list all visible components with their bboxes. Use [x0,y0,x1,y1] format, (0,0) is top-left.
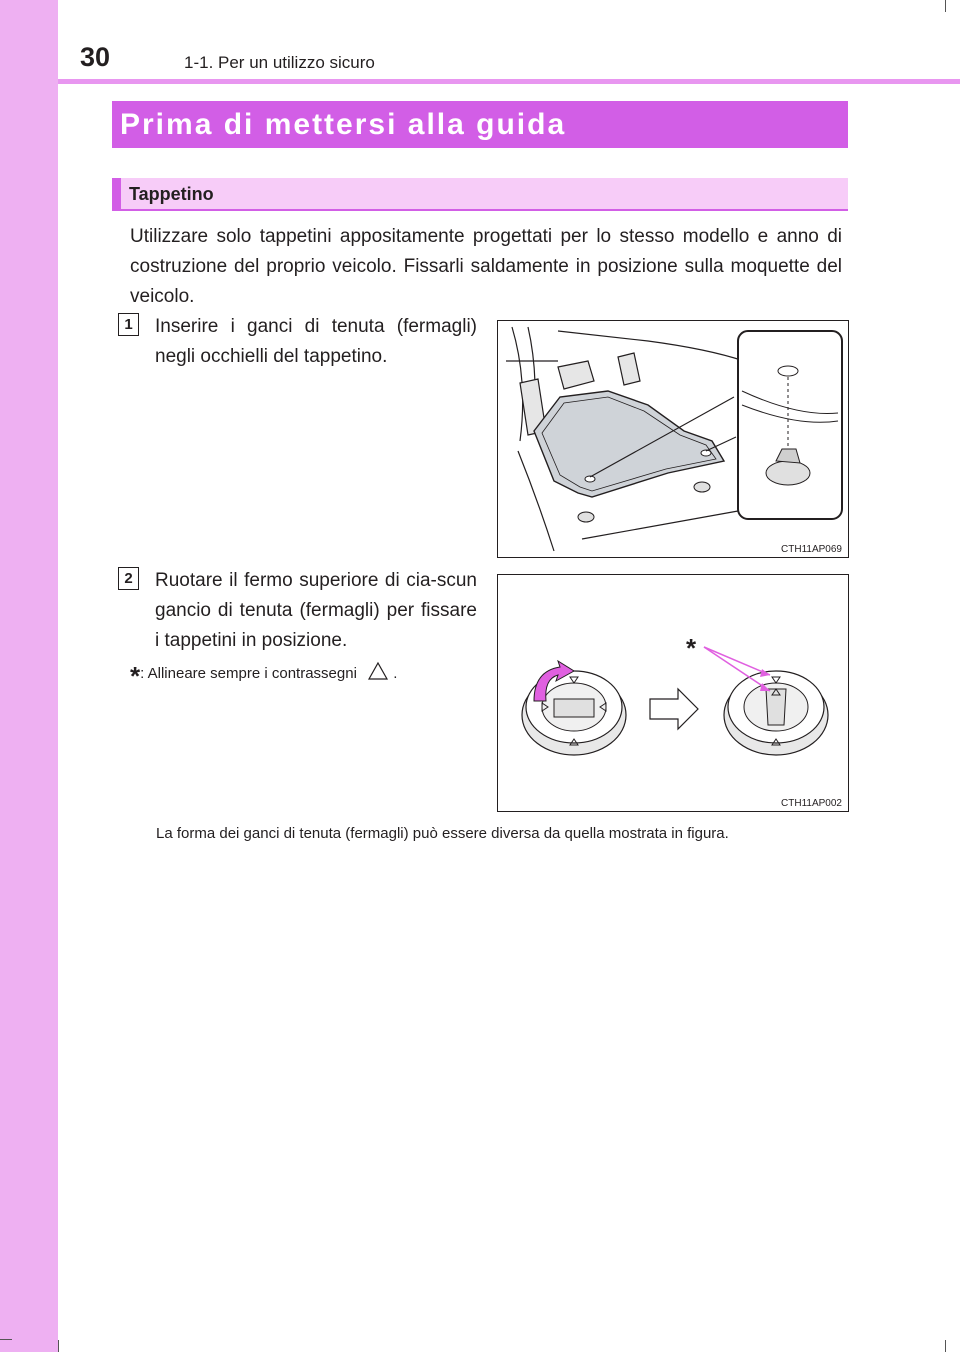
intro-paragraph: Utilizzare solo tappetini appositamente progettati per lo stesso modello e anno di costruzione del proprio veicolo. Fissarli saldamente in posizione sulla moquette del veicolo. [130,226,842,307]
figure-code-2: CTH11AP002 [781,798,842,809]
step-number-2: 2 [118,567,139,590]
crop-mark [945,0,946,12]
subsection-title: Tappetino [112,178,848,211]
floor-mat-illustration [498,321,848,557]
step-number-1: 1 [118,313,139,336]
step-text-1: Inserire i ganci di tenuta (fermagli) negli occhielli del tappetino. [155,316,477,367]
clip-figure [497,574,849,812]
floor-mat-figure [497,320,849,558]
triangle-mark-icon [367,661,389,681]
header-rule [58,79,960,84]
crop-mark [945,1340,946,1352]
clip-rotation-illustration [498,575,848,811]
footnote-text: : Allineare sempre i contrassegni [140,665,357,682]
crop-mark [58,1340,59,1352]
crop-mark [0,1339,12,1340]
figure-star-label: * [686,633,697,663]
section-title: Prima di mettersi alla guida [112,101,848,148]
note-paragraph: La forma dei ganci di tenuta (fermagli) può essere diversa da quella mostrata in figura. [156,825,729,842]
footnote-marker: * [130,661,141,691]
page-sidebar-tab [0,0,58,1352]
breadcrumb: 1-1. Per un utilizzo sicuro [184,53,375,72]
page-number: 30 [80,42,111,72]
footnote: *: Allineare sempre i contrassegni . [130,661,398,691]
figure-code-1: CTH11AP069 [781,544,842,555]
step-text-2: Ruotare il fermo superiore di cia-scun gancio di tenuta (fermagli) per fissare i tappetini in posizione. [155,570,477,651]
